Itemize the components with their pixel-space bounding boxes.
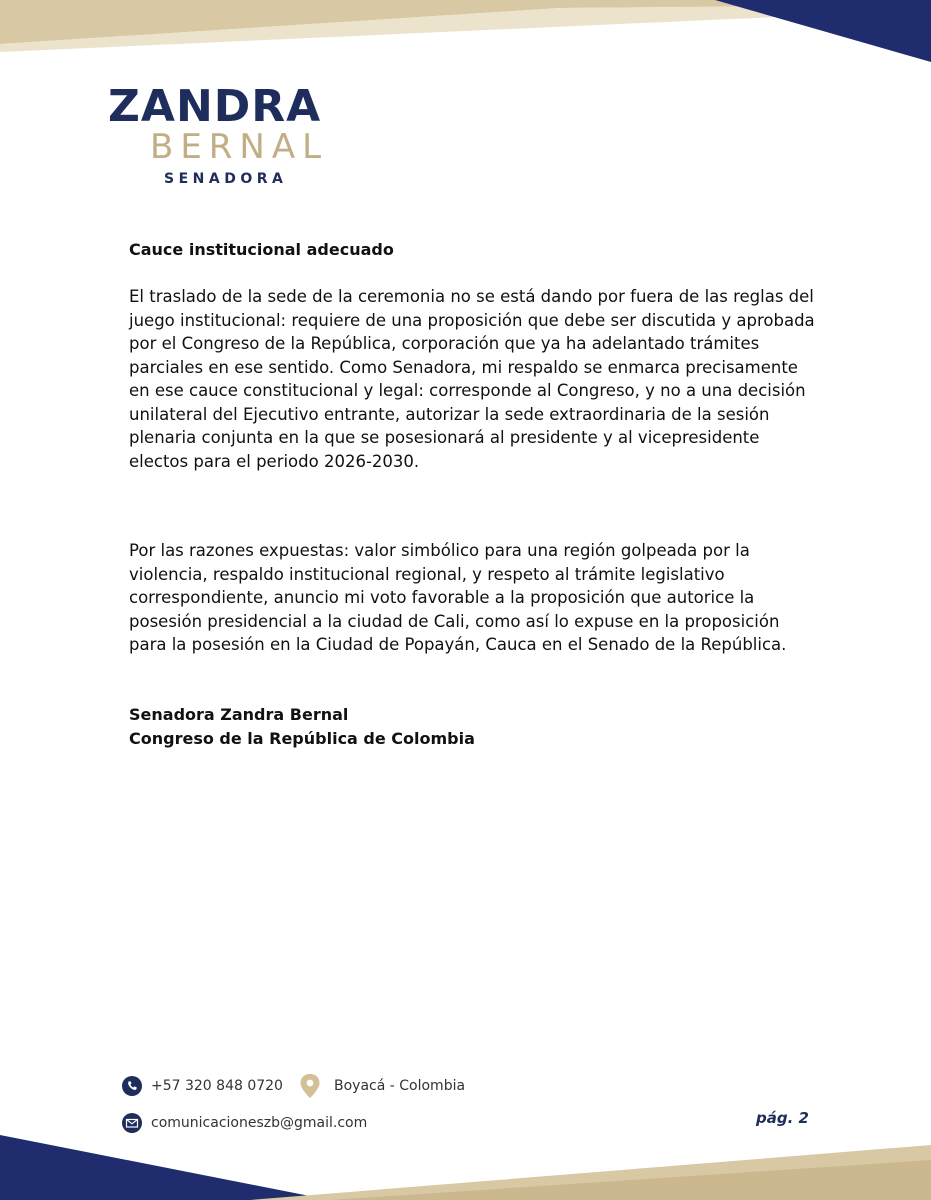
signature-institution: Congreso de la República de Colombia (129, 729, 475, 748)
paragraph-1: El traslado de la sede de la ceremonia no se está dando por fuera de las reglas del juego institucional: requiere de una proposición que debe ser discutida y aprobada por el Congreso de la República, corporación que ya ha adelantado trámites parciales en ese sentido. Como Senadora, mi respaldo se enmarca precisamente en ese cauce constitucional y legal: corresponde al Congreso, y no a una decisión unilateral del Ejecutivo entrante, autorizar la sede extraordinaria de la sesión plenaria conjunta en la que se posesionará al presidente y al vicepresidente electos para el periodo 2026-2030. (129, 287, 815, 471)
logo (108, 81, 358, 188)
page-number: pág. 2 (756, 1109, 809, 1127)
phone-icon (121, 1075, 143, 1097)
section-heading: Cauce institucional adecuado (129, 240, 394, 259)
logo-name-bottom: BERNAL (150, 127, 329, 167)
logo-name-top: ZANDRA (108, 81, 322, 132)
email-icon (121, 1112, 143, 1134)
logo-role: SENADORA (164, 171, 288, 187)
footer-email (121, 1112, 367, 1134)
signature (129, 703, 475, 751)
footer-location (298, 1073, 465, 1099)
footer-location-text: Boyacá - Colombia (334, 1078, 466, 1094)
paragraph-2: Por las razones expuestas: valor simbólico para una región golpeada por la violencia, respaldo institucional regional, y respeto al trámite legislativo correspondiente, anuncio mi voto favorable a la proposición que autorice la posesión presidencial a la ciudad de Cali, como así lo expuse en la proposición para la posesión en la Ciudad de Popayán, Cauca en el Senado de la República. (129, 541, 787, 654)
footer-phone (121, 1075, 283, 1097)
location-pin-icon (298, 1073, 322, 1099)
signature-name: Senadora Zandra Bernal (129, 705, 349, 724)
footer-email-text: comunicacioneszb@gmail.com (151, 1115, 368, 1131)
footer-phone-text: +57 320 848 0720 (151, 1078, 283, 1094)
